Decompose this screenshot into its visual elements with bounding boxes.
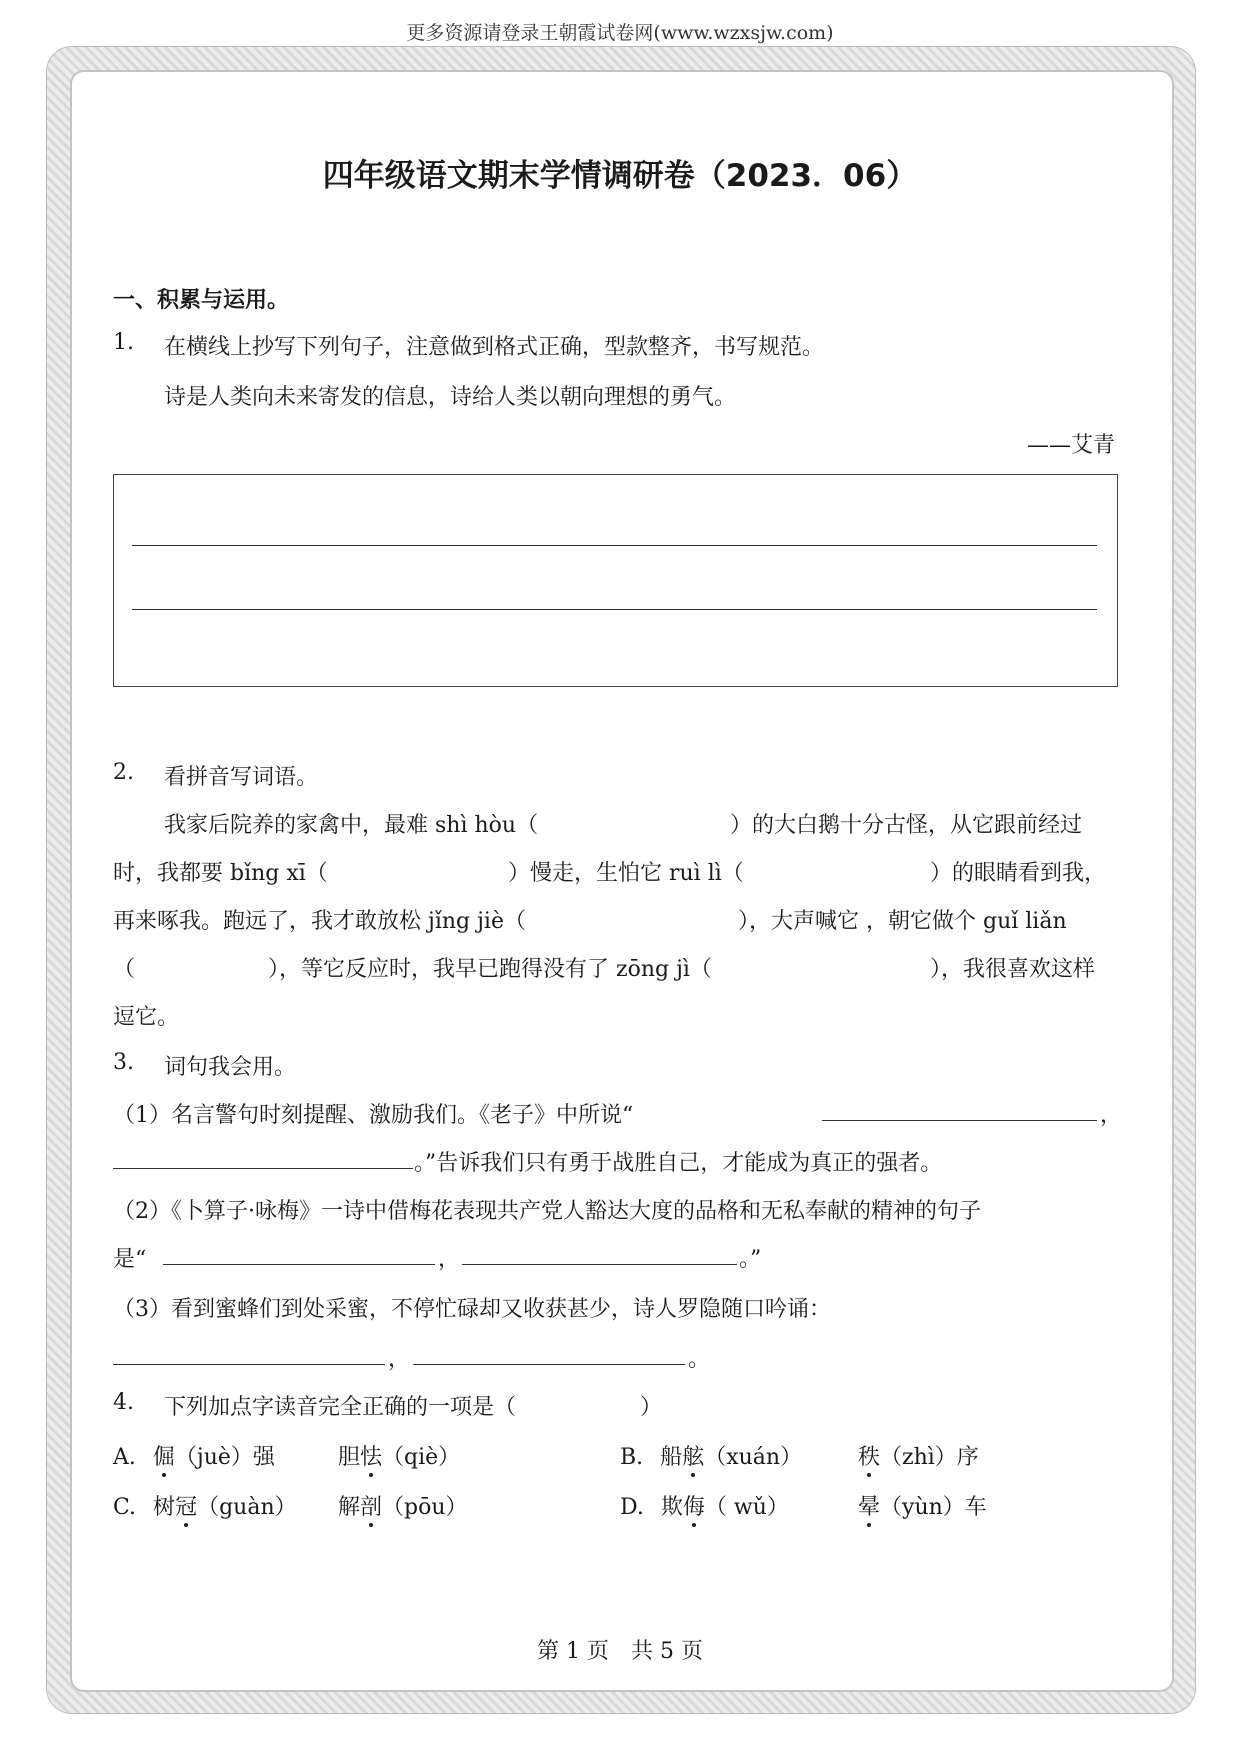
option-text: （juè）强 [174,1445,275,1470]
option-text: （xuán） [704,1445,803,1470]
option-text: 树 [153,1495,176,1520]
option-c-word2 [338,1490,468,1521]
q2-line: （ [113,957,136,982]
q2-line: ），大声喊它 ，朝它做个 guǐ liǎn [738,909,1067,934]
page-title: 四年级语文期末学情调研卷（2023．06） [322,158,918,194]
page-footer: 第 1 页 共 5 页 [537,1639,703,1664]
dotted-char: 晕 [858,1490,880,1521]
q2-line: ），等它反应时，我早已跑得没有了 zōng jì（ [268,957,712,982]
dotted-char: 舷 [682,1440,704,1471]
dotted-char: 倔 [153,1440,175,1471]
dotted-char: 剖 [360,1490,382,1521]
option-b[interactable] [620,1440,802,1471]
option-text: （guàn） [197,1495,297,1520]
copy-writing-box[interactable] [113,474,1118,687]
answer-blank[interactable] [413,1342,685,1368]
q1-text: 在横线上抄写下列句子，注意做到格式正确，型款整齐，书写规范。 [164,335,825,360]
dotted-char: 冠 [175,1490,197,1521]
option-label: B. [620,1445,644,1470]
q2-line: ）慢走，生怕它 ruì lì（ [508,861,744,886]
answer-blank[interactable] [163,1242,435,1268]
q3-punct: ， [438,1247,461,1272]
q2-line: ），我很喜欢这样 [930,957,1096,982]
answer-blank[interactable] [822,1098,1097,1124]
q3-sentence: 。”告诉我们只有勇于战胜自己，才能成为真正的强者。 [414,1151,943,1176]
option-d[interactable] [620,1490,789,1521]
section-heading: 一、积累与运用。 [113,288,290,313]
answer-blank[interactable] [462,1242,737,1268]
option-text: 胆 [338,1445,361,1470]
option-c[interactable] [113,1490,297,1521]
q3-punct: ， [388,1347,411,1372]
option-text: （yùn）车 [880,1495,987,1520]
q1-number: 1. [113,330,134,355]
option-text: （qiè） [382,1445,461,1470]
q4-number: 4. [113,1390,134,1415]
q2-number: 2. [113,760,134,785]
option-label: D. [620,1495,644,1520]
q3-sentence: （1）名言警句时刻提醒、激励我们。《老子》中所说“ [113,1103,634,1128]
copy-line [132,545,1097,546]
q2-line: 时，我都要 bǐng xī（ [113,861,328,886]
dotted-char: 秩 [858,1440,880,1471]
q1-author: ——艾青 [1027,433,1116,458]
q2-line: ）的大白鹅十分古怪，从它跟前经过 [730,813,1083,838]
dotted-char: 怯 [360,1440,382,1471]
option-text: 解 [338,1495,361,1520]
q3-sentence: （3）看到蜜蜂们到处采蜜，不停忙碌却又收获甚少，诗人罗隐随口吟诵： [113,1297,831,1322]
q1-poem: 诗是人类向未来寄发的信息，诗给人类以朝向理想的勇气。 [164,385,737,410]
answer-blank[interactable] [113,1342,385,1368]
option-text: （pōu） [382,1495,468,1520]
option-label: A. [113,1445,136,1470]
option-d-word2 [858,1490,987,1521]
option-label: C. [113,1495,137,1520]
q2-line: 再来啄我。跑远了，我才敢放松 jǐng jiè（ [113,909,526,934]
dotted-char: 侮 [683,1490,705,1521]
q3-number: 3. [113,1050,134,1075]
q3-text: 词句我会用。 [164,1055,297,1080]
q3-punct: 。” [739,1247,762,1272]
q4-text: 下列加点字读音完全正确的一项是（ [164,1395,517,1420]
q3-punct: ， [1100,1103,1123,1128]
q2-text: 看拼音写词语。 [164,765,319,790]
option-text: 船 [660,1445,683,1470]
q3-sentence: （2）《卜算子·咏梅》一诗中借梅花表现共产党人豁达大度的品格和无私奉献的精神的句子 [113,1199,981,1224]
q2-line: 我家后院养的家禽中，最难 shì hòu（ [164,813,539,838]
option-a[interactable] [113,1440,275,1471]
option-text: （zhì）序 [880,1445,979,1470]
answer-blank[interactable] [113,1146,413,1172]
option-a-word2 [338,1440,460,1471]
source-note: 更多资源请登录王朝霞试卷网(www.wzxsjw.com) [406,22,834,44]
option-text: 欺 [660,1495,683,1520]
q2-line: ）的眼睛看到我， [930,861,1107,886]
option-b-word2 [858,1440,979,1471]
q3-sentence: 是“ [113,1247,147,1272]
copy-line [132,609,1097,610]
q4-close-paren: ） [640,1395,663,1420]
q3-punct: 。 [688,1347,711,1372]
option-text: （ wǔ） [704,1495,789,1520]
q2-line: 逗它。 [113,1005,180,1030]
